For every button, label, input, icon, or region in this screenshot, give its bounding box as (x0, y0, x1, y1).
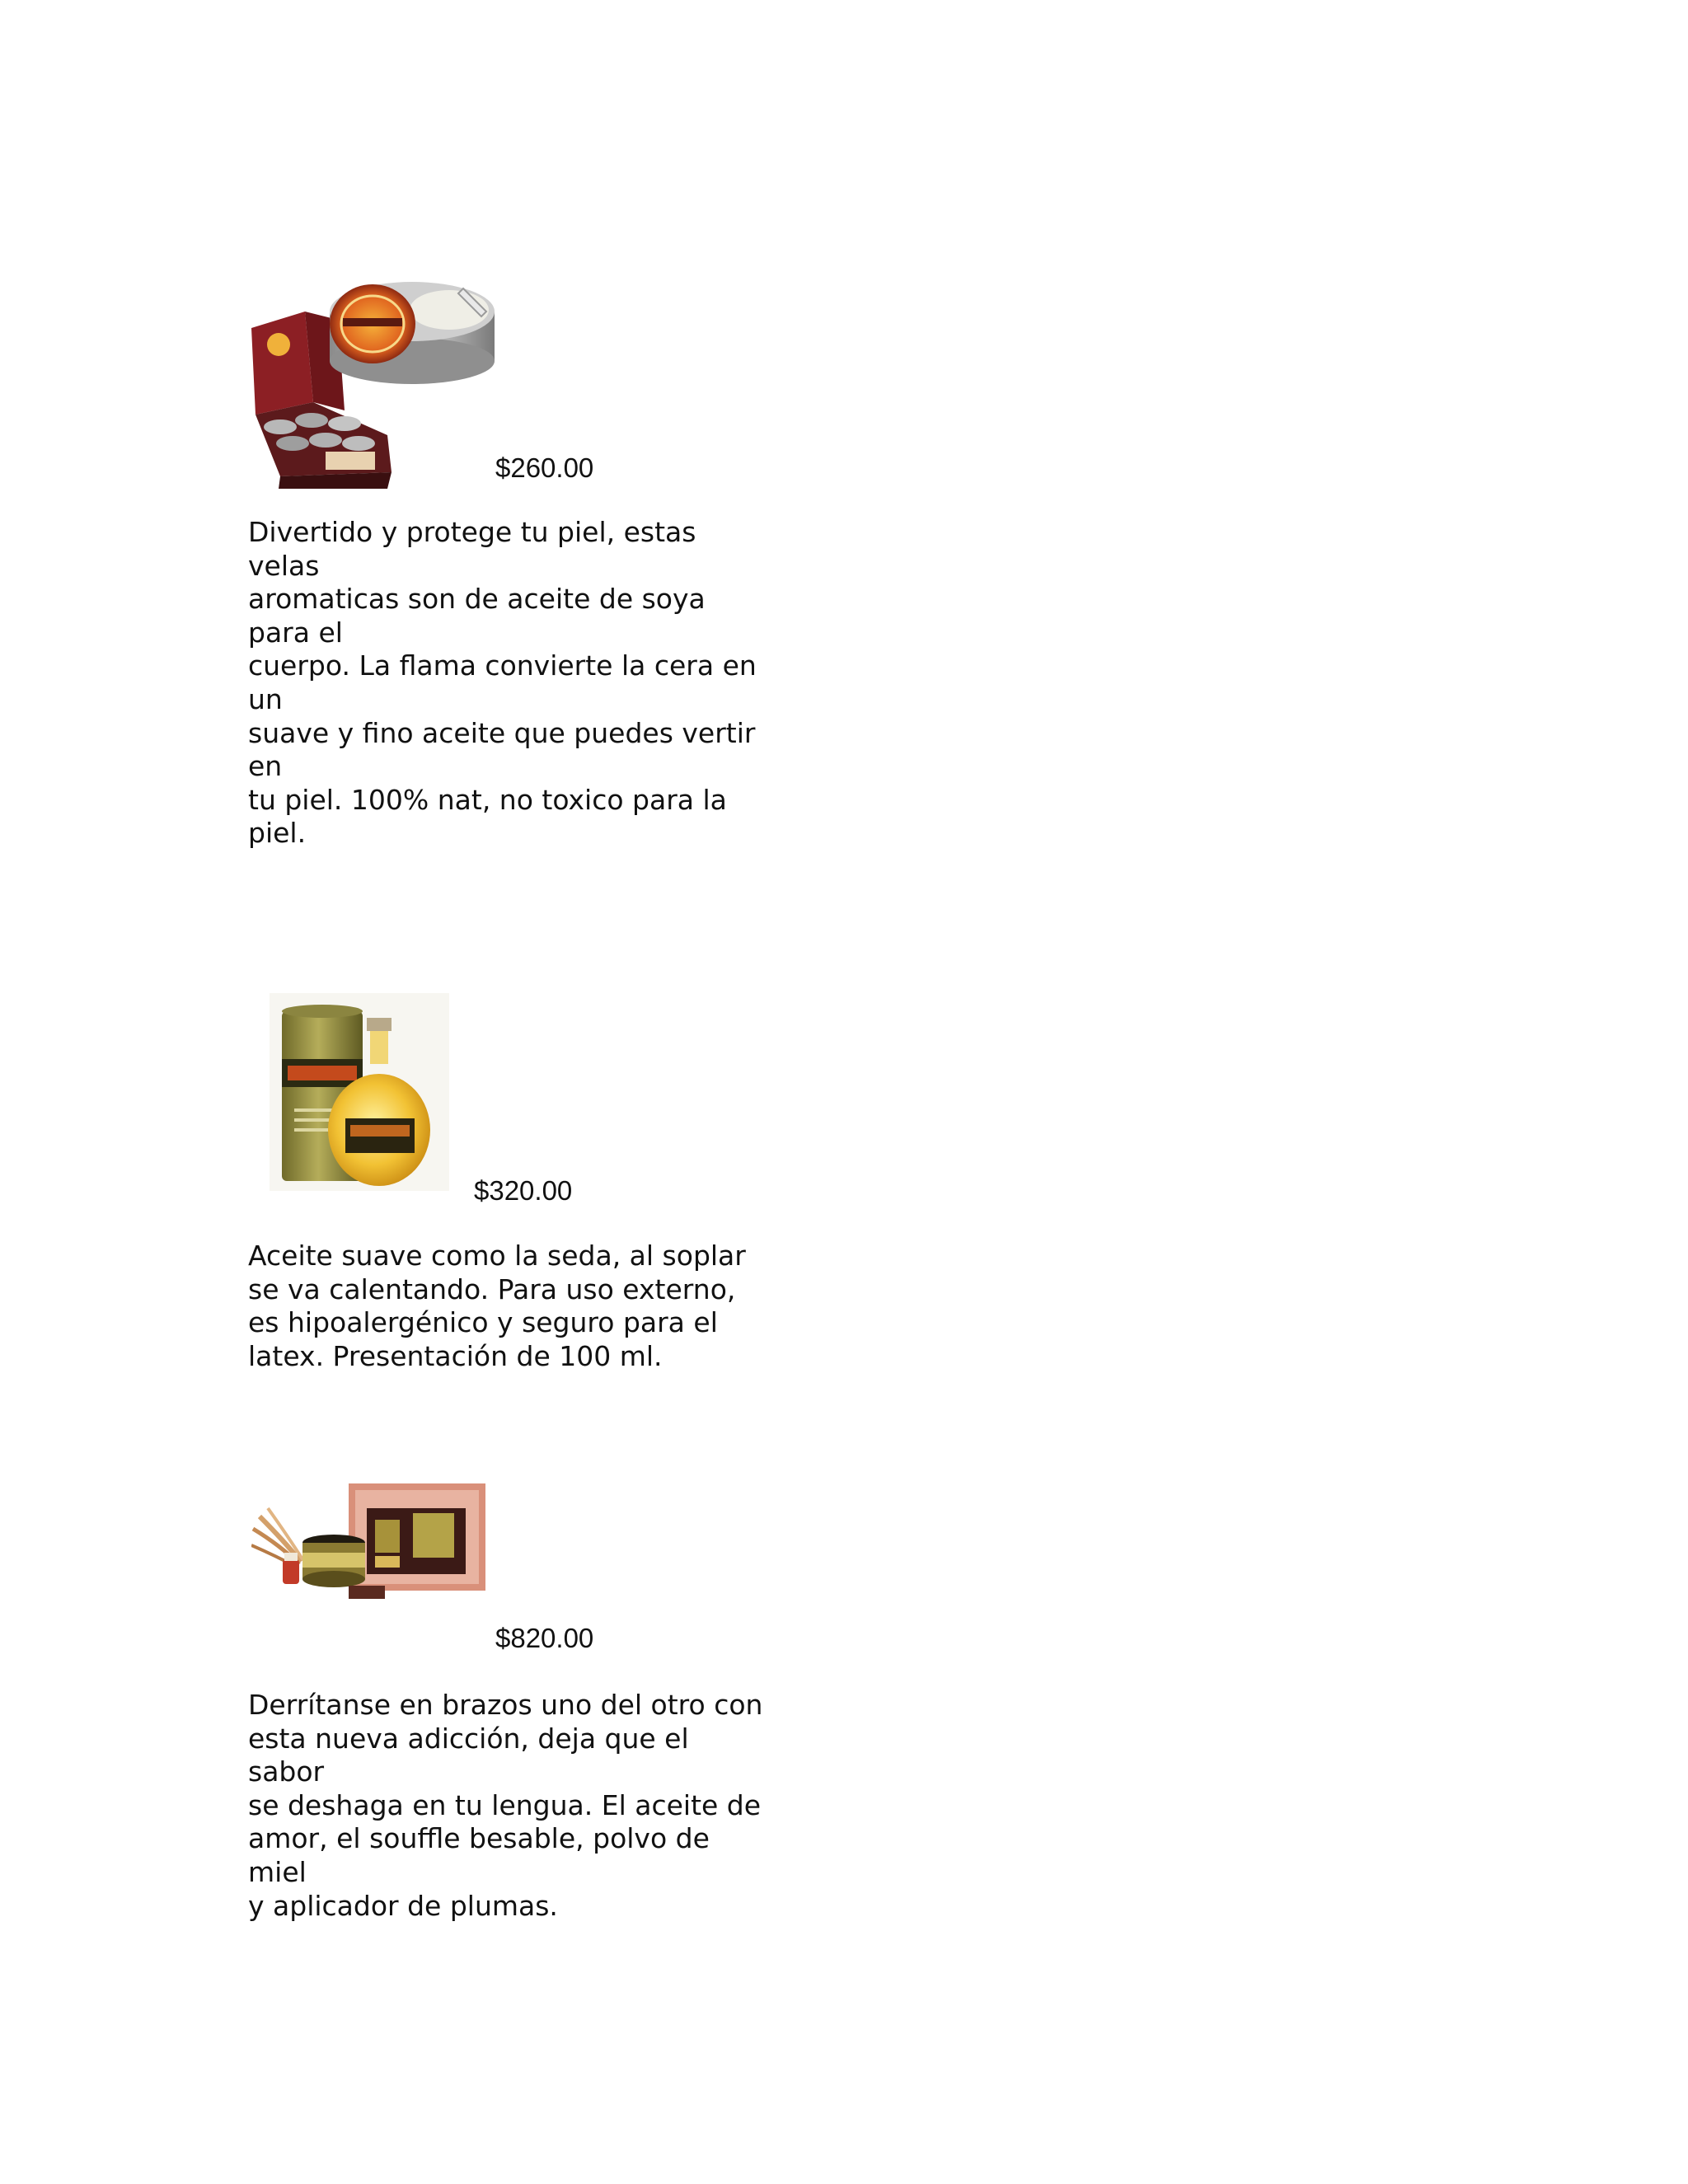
description-line: en (248, 750, 283, 783)
description-line: y aplicador de plumas. (248, 1889, 558, 1922)
description-line: cuerpo. La flama convierte la cera en (248, 649, 757, 682)
description-line: latex. Presentación de 100 ml. (248, 1339, 663, 1372)
product-price: $260.00 (495, 452, 594, 483)
description-line: tu piel. 100% nat, no toxico para la (248, 783, 727, 816)
description-line: sabor (248, 1755, 325, 1788)
gift-set-product-image (251, 1483, 485, 1615)
candle-tins-product-image (247, 279, 496, 489)
description-line: aromaticas son de aceite de soya (248, 583, 706, 616)
description-line: miel (248, 1855, 307, 1888)
product-description (248, 516, 792, 851)
product-price: $320.00 (474, 1175, 573, 1206)
description-line: Aceite suave como la seda, al soplar (248, 1240, 746, 1272)
product-description (248, 1689, 792, 1923)
product-description (248, 1240, 792, 1373)
product-price: $820.00 (495, 1623, 594, 1653)
description-line: esta nueva adicción, deja que el (248, 1722, 689, 1755)
description-line: para el (248, 616, 343, 649)
description-line: es hipoalergénico y seguro para el (248, 1306, 718, 1339)
description-line: piel. (248, 817, 307, 850)
description-line: se deshaga en tu lengua. El aceite de (248, 1788, 762, 1821)
description-line: Derrítanse en brazos uno del otro con (248, 1689, 763, 1721)
description-line: velas (248, 549, 320, 582)
description-line: suave y fino aceite que puedes vertir (248, 716, 756, 749)
description-line: amor, el souffle besable, polvo de (248, 1822, 710, 1855)
description-line: Divertido y protege tu piel, estas (248, 516, 696, 548)
massage-oil-product-image (270, 993, 449, 1191)
description-line: un (248, 682, 283, 715)
description-line: se va calentando. Para uso externo, (248, 1272, 736, 1305)
